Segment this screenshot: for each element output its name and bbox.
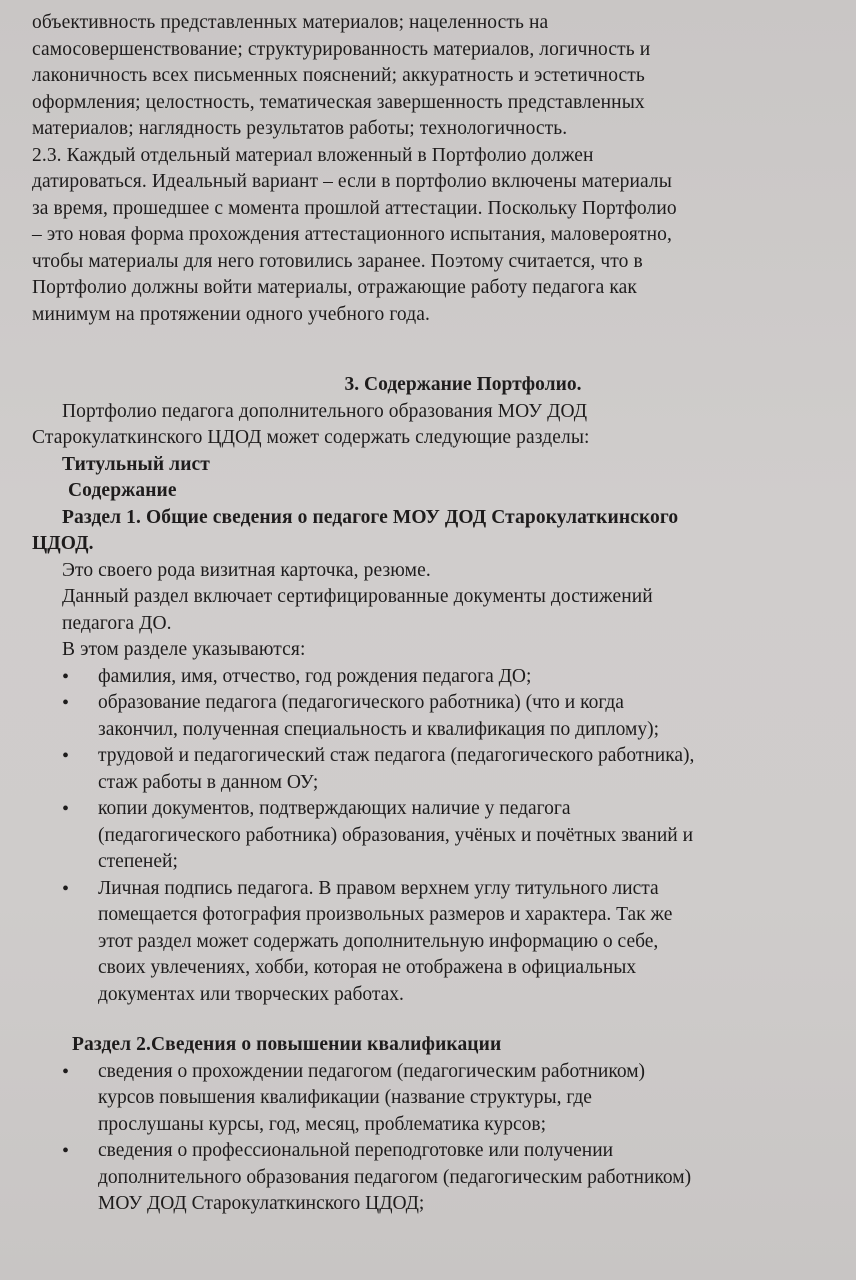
intro-line: за время, прошедшее с момента прошлой аттестации. Поскольку Портфолио (32, 197, 677, 219)
list-item-text: степеней; (98, 851, 178, 872)
spacer (32, 328, 834, 372)
intro-line: – это новая форма прохождения аттестационного испытания, маловероятно, (32, 224, 672, 245)
list-item-text: • фамилия, имя, отчество, год рождения педагога ДО; (98, 665, 532, 687)
list-item (32, 664, 834, 691)
list-item-text: помещается фотография произвольных размеров и характера. Так же (98, 904, 673, 925)
list-item-text: • Личная подпись педагога. В правом верхнем углу титульного листа (98, 877, 659, 899)
list-item-text: • образование педагога (педагогического работника) (что и когда (98, 692, 624, 713)
razdel-2-bullet-list (32, 1059, 834, 1218)
intro-line: минимум на протяжении одного учебного года. (32, 303, 430, 325)
list-item (32, 1138, 834, 1218)
intro-line: Портфолио должны войти материалы, отражающие работу педагога как (32, 277, 637, 298)
intro-line: 2.3. Каждый отдельный материал вложенный в Портфолио должен (32, 144, 594, 166)
spacer (32, 1008, 834, 1032)
list-item-text: прослушаны курсы, год, месяц, проблематика курсов; (98, 1113, 547, 1135)
list-item-text: дополнительного образования педагогом (педагогическим работником) (98, 1166, 692, 1188)
razdel-1-paragraph: педагога ДО. (62, 612, 172, 634)
list-item-text: • трудовой и педагогический стаж педагога (педагогического работника), (98, 745, 695, 766)
razdel-1-paragraph: Это своего рода визитная карточка, резюме. (62, 559, 431, 581)
section-3-lead: Старокулаткинского ЦДОД может содержать следующие разделы: (32, 427, 590, 448)
list-item (32, 743, 834, 796)
intro-line: чтобы материалы для него готовились заранее. Поэтому считается, что в (32, 250, 643, 272)
list-item-text: этот раздел может содержать дополнительную информацию о себе, (98, 930, 659, 952)
intro-line: самосовершенствование; структурированность материалов, логичность и (32, 38, 651, 60)
list-item-text: МОУ ДОД Старокулаткинского ЦДОД; (98, 1193, 425, 1214)
intro-line: оформления; целостность, тематическая завершенность представленных (32, 91, 645, 113)
contents-label: Содержание (68, 480, 177, 501)
list-item-text: • сведения о прохождении педагогом (педагогическим работником) (98, 1060, 646, 1082)
list-item (32, 690, 834, 743)
intro-line: материалов; наглядность результатов работы; технологичность. (32, 118, 568, 139)
list-item (32, 1059, 834, 1139)
list-item (32, 876, 834, 1009)
list-item-text: закончил, полученная специальность и квалификация по диплому); (98, 718, 659, 740)
list-item-text: своих увлечениях, хобби, которая не отображена в официальных (98, 957, 637, 978)
list-item-text: • сведения о профессиональной переподготовке или получении (98, 1140, 614, 1161)
intro-line: объективность представленных материалов; нацеленность на (32, 12, 549, 33)
section-3-lead: Портфолио педагога дополнительного образования МОУ ДОД (62, 400, 588, 422)
section-3-heading: 3. Содержание Портфолио. (344, 374, 582, 395)
list-item (32, 796, 834, 876)
title-page-label: Титульный лист (62, 453, 210, 475)
list-item-text: документах или творческих работах. (98, 983, 404, 1005)
intro-line: лаконичность всех письменных пояснений; аккуратность и эстетичность (32, 65, 645, 86)
intro-paragraph (32, 10, 834, 328)
razdel-1-paragraph: Данный раздел включает сертифицированные документы достижений (62, 586, 653, 607)
razdel-1-paragraph: В этом разделе указываются: (62, 639, 306, 660)
list-item-text: • копии документов, подтверждающих наличие у педагога (98, 798, 571, 819)
razdel-1-heading: Раздел 1. Общие сведения о педагоге МОУ ДОД Старокулаткинского (62, 506, 679, 528)
razdel-1-bullet-list (32, 664, 834, 1009)
razdel-1-heading: ЦДОД. (32, 533, 94, 554)
list-item-text: курсов повышения квалификации (название структуры, где (98, 1087, 592, 1108)
razdel-2-heading: Раздел 2.Сведения о повышении квалификации (72, 1034, 502, 1055)
intro-line: датироваться. Идеальный вариант – если в портфолио включены материалы (32, 171, 672, 192)
list-item-text: стаж работы в данном ОУ; (98, 771, 319, 793)
list-item-text: (педагогического работника) образования, учёных и почётных званий и (98, 824, 694, 846)
